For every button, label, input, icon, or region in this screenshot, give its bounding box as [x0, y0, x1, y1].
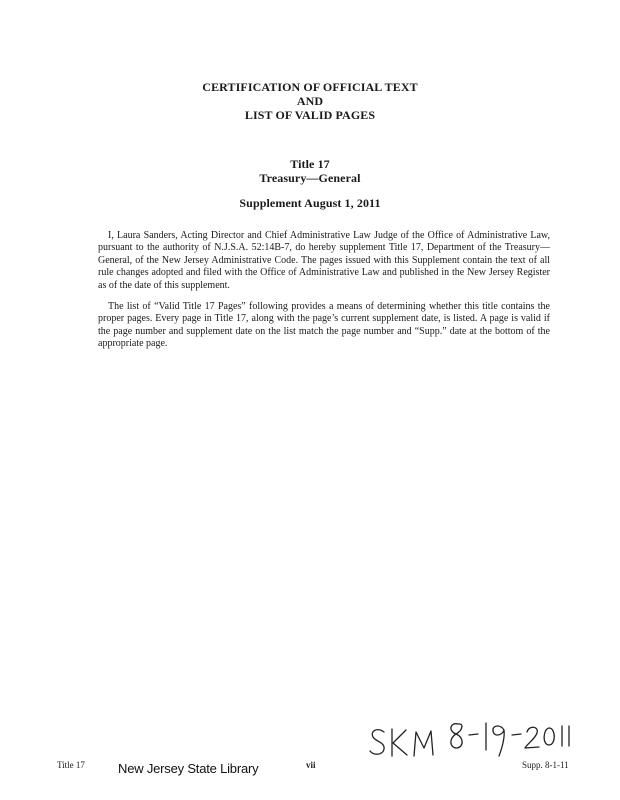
certification-title-and: AND — [296, 94, 324, 108]
page-number: vii — [306, 760, 316, 770]
valid-pages-paragraph: The list of “Valid Title 17 Pages” following provides a means of determining whether this title contains the proper pages. Every page in Title 17, along with the page’s current supplement date, is listed. A page is valid if the page number and supplement date on the list match the page number and “Supp.” date at the bottom of the appropriate page. — [98, 301, 550, 350]
certification-paragraph: I, Laura Sanders, Acting Director and Chief Administrative Law Judge of the Office of Administrative Law, pursuant to the authority of N.J.S.A. 52:14B-7, do hereby supplement Title 17, Department of the Treasury—General, of the New Jersey Administrative Code. The pages issued with this Supplement contain the text of all rule changes adopted and filed with the Office of Administrative Law and published in the New Jersey Register as of the date of this supplement. — [98, 230, 550, 291]
supplement-date: Supplement August 1, 2011 — [239, 196, 381, 210]
title-number: Title 17 — [290, 157, 330, 171]
certification-title: CERTIFICATION OF OFFICIAL TEXT — [202, 80, 418, 94]
title-name: Treasury—General — [259, 171, 361, 185]
footer-supplement: Supp. 8-1-11 — [522, 760, 569, 770]
certification-subtitle: LIST OF VALID PAGES — [244, 108, 376, 122]
footer-title: Title 17 — [57, 760, 85, 770]
library-stamp: New Jersey State Library — [118, 761, 259, 776]
